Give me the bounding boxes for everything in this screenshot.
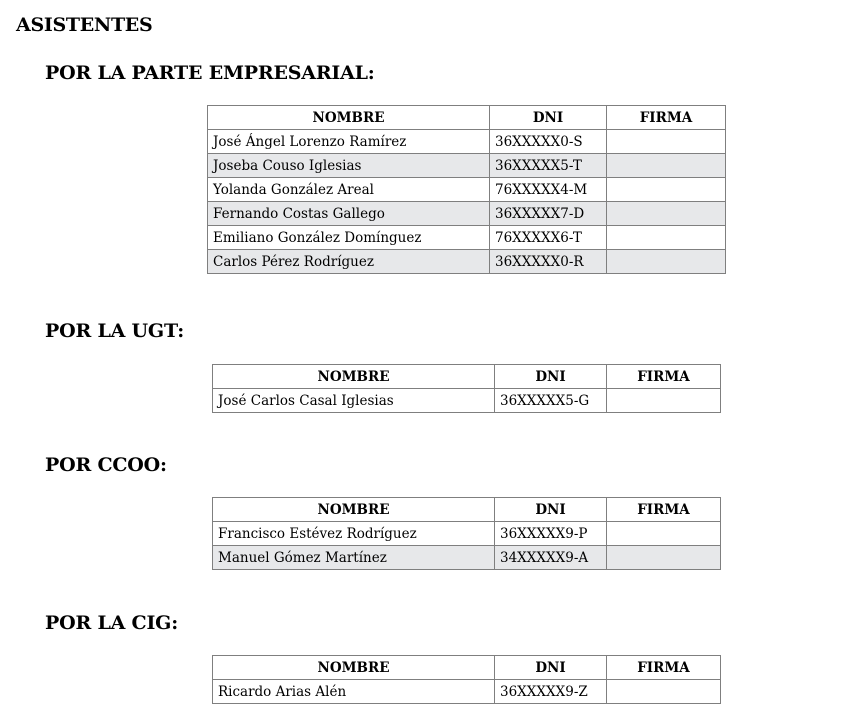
column-header-name: NOMBRE xyxy=(213,656,495,680)
attendee-name: Emiliano González Domínguez xyxy=(208,226,490,250)
document-title: ASISTENTES xyxy=(16,14,153,36)
column-header-signature: FIRMA xyxy=(607,106,726,130)
column-header-dni: DNI xyxy=(495,498,607,522)
signature-cell xyxy=(607,130,726,154)
attendee-dni: 36XXXXX9-P xyxy=(495,522,607,546)
signature-cell xyxy=(607,389,721,413)
attendee-dni: 36XXXXX5-T xyxy=(490,154,607,178)
signature-cell xyxy=(607,546,721,570)
column-header-dni: DNI xyxy=(495,656,607,680)
attendees-table-cig xyxy=(212,655,721,704)
column-header-name: NOMBRE xyxy=(213,498,495,522)
attendee-name: Ricardo Arias Alén xyxy=(213,680,495,704)
table-header-row xyxy=(213,656,721,680)
attendee-dni: 34XXXXX9-A xyxy=(495,546,607,570)
attendee-dni: 36XXXXX0-S xyxy=(490,130,607,154)
attendee-dni: 36XXXXX9-Z xyxy=(495,680,607,704)
attendee-name: Yolanda González Areal xyxy=(208,178,490,202)
signature-cell xyxy=(607,522,721,546)
attendee-dni: 36XXXXX0-R xyxy=(490,250,607,274)
attendees-table-ccoo xyxy=(212,497,721,570)
signature-cell xyxy=(607,202,726,226)
attendee-name: José Carlos Casal Iglesias xyxy=(213,389,495,413)
attendee-dni: 36XXXXX7-D xyxy=(490,202,607,226)
column-header-name: NOMBRE xyxy=(213,365,495,389)
table-row xyxy=(213,389,721,413)
attendee-name: Carlos Pérez Rodríguez xyxy=(208,250,490,274)
section-heading-cig: POR LA CIG: xyxy=(45,612,179,634)
table-header-row xyxy=(208,106,726,130)
signature-cell xyxy=(607,154,726,178)
table-row xyxy=(213,680,721,704)
attendee-dni: 76XXXXX4-M xyxy=(490,178,607,202)
table-row xyxy=(213,546,721,570)
section-heading-ccoo: POR CCOO: xyxy=(45,454,167,476)
attendee-dni: 76XXXXX6-T xyxy=(490,226,607,250)
attendee-name: Fernando Costas Gallego xyxy=(208,202,490,226)
column-header-dni: DNI xyxy=(490,106,607,130)
attendees-table-empresarial xyxy=(207,105,726,274)
table-header-row xyxy=(213,365,721,389)
signature-cell xyxy=(607,680,721,704)
section-heading-ugt: POR LA UGT: xyxy=(45,320,185,342)
table-row xyxy=(208,226,726,250)
attendee-name: José Ángel Lorenzo Ramírez xyxy=(208,130,490,154)
column-header-dni: DNI xyxy=(495,365,607,389)
table-header-row xyxy=(213,498,721,522)
table-row xyxy=(208,250,726,274)
attendee-dni: 36XXXXX5-G xyxy=(495,389,607,413)
attendee-name: Joseba Couso Iglesias xyxy=(208,154,490,178)
column-header-signature: FIRMA xyxy=(607,656,721,680)
section-heading-empresarial: POR LA PARTE EMPRESARIAL: xyxy=(45,62,375,84)
table-row xyxy=(208,154,726,178)
table-row xyxy=(208,178,726,202)
column-header-name: NOMBRE xyxy=(208,106,490,130)
table-row xyxy=(208,130,726,154)
attendee-name: Francisco Estévez Rodríguez xyxy=(213,522,495,546)
attendee-name: Manuel Gómez Martínez xyxy=(213,546,495,570)
column-header-signature: FIRMA xyxy=(607,498,721,522)
signature-cell xyxy=(607,250,726,274)
column-header-signature: FIRMA xyxy=(607,365,721,389)
signature-cell xyxy=(607,178,726,202)
attendees-table-ugt xyxy=(212,364,721,413)
signature-cell xyxy=(607,226,726,250)
table-row xyxy=(213,522,721,546)
table-row xyxy=(208,202,726,226)
